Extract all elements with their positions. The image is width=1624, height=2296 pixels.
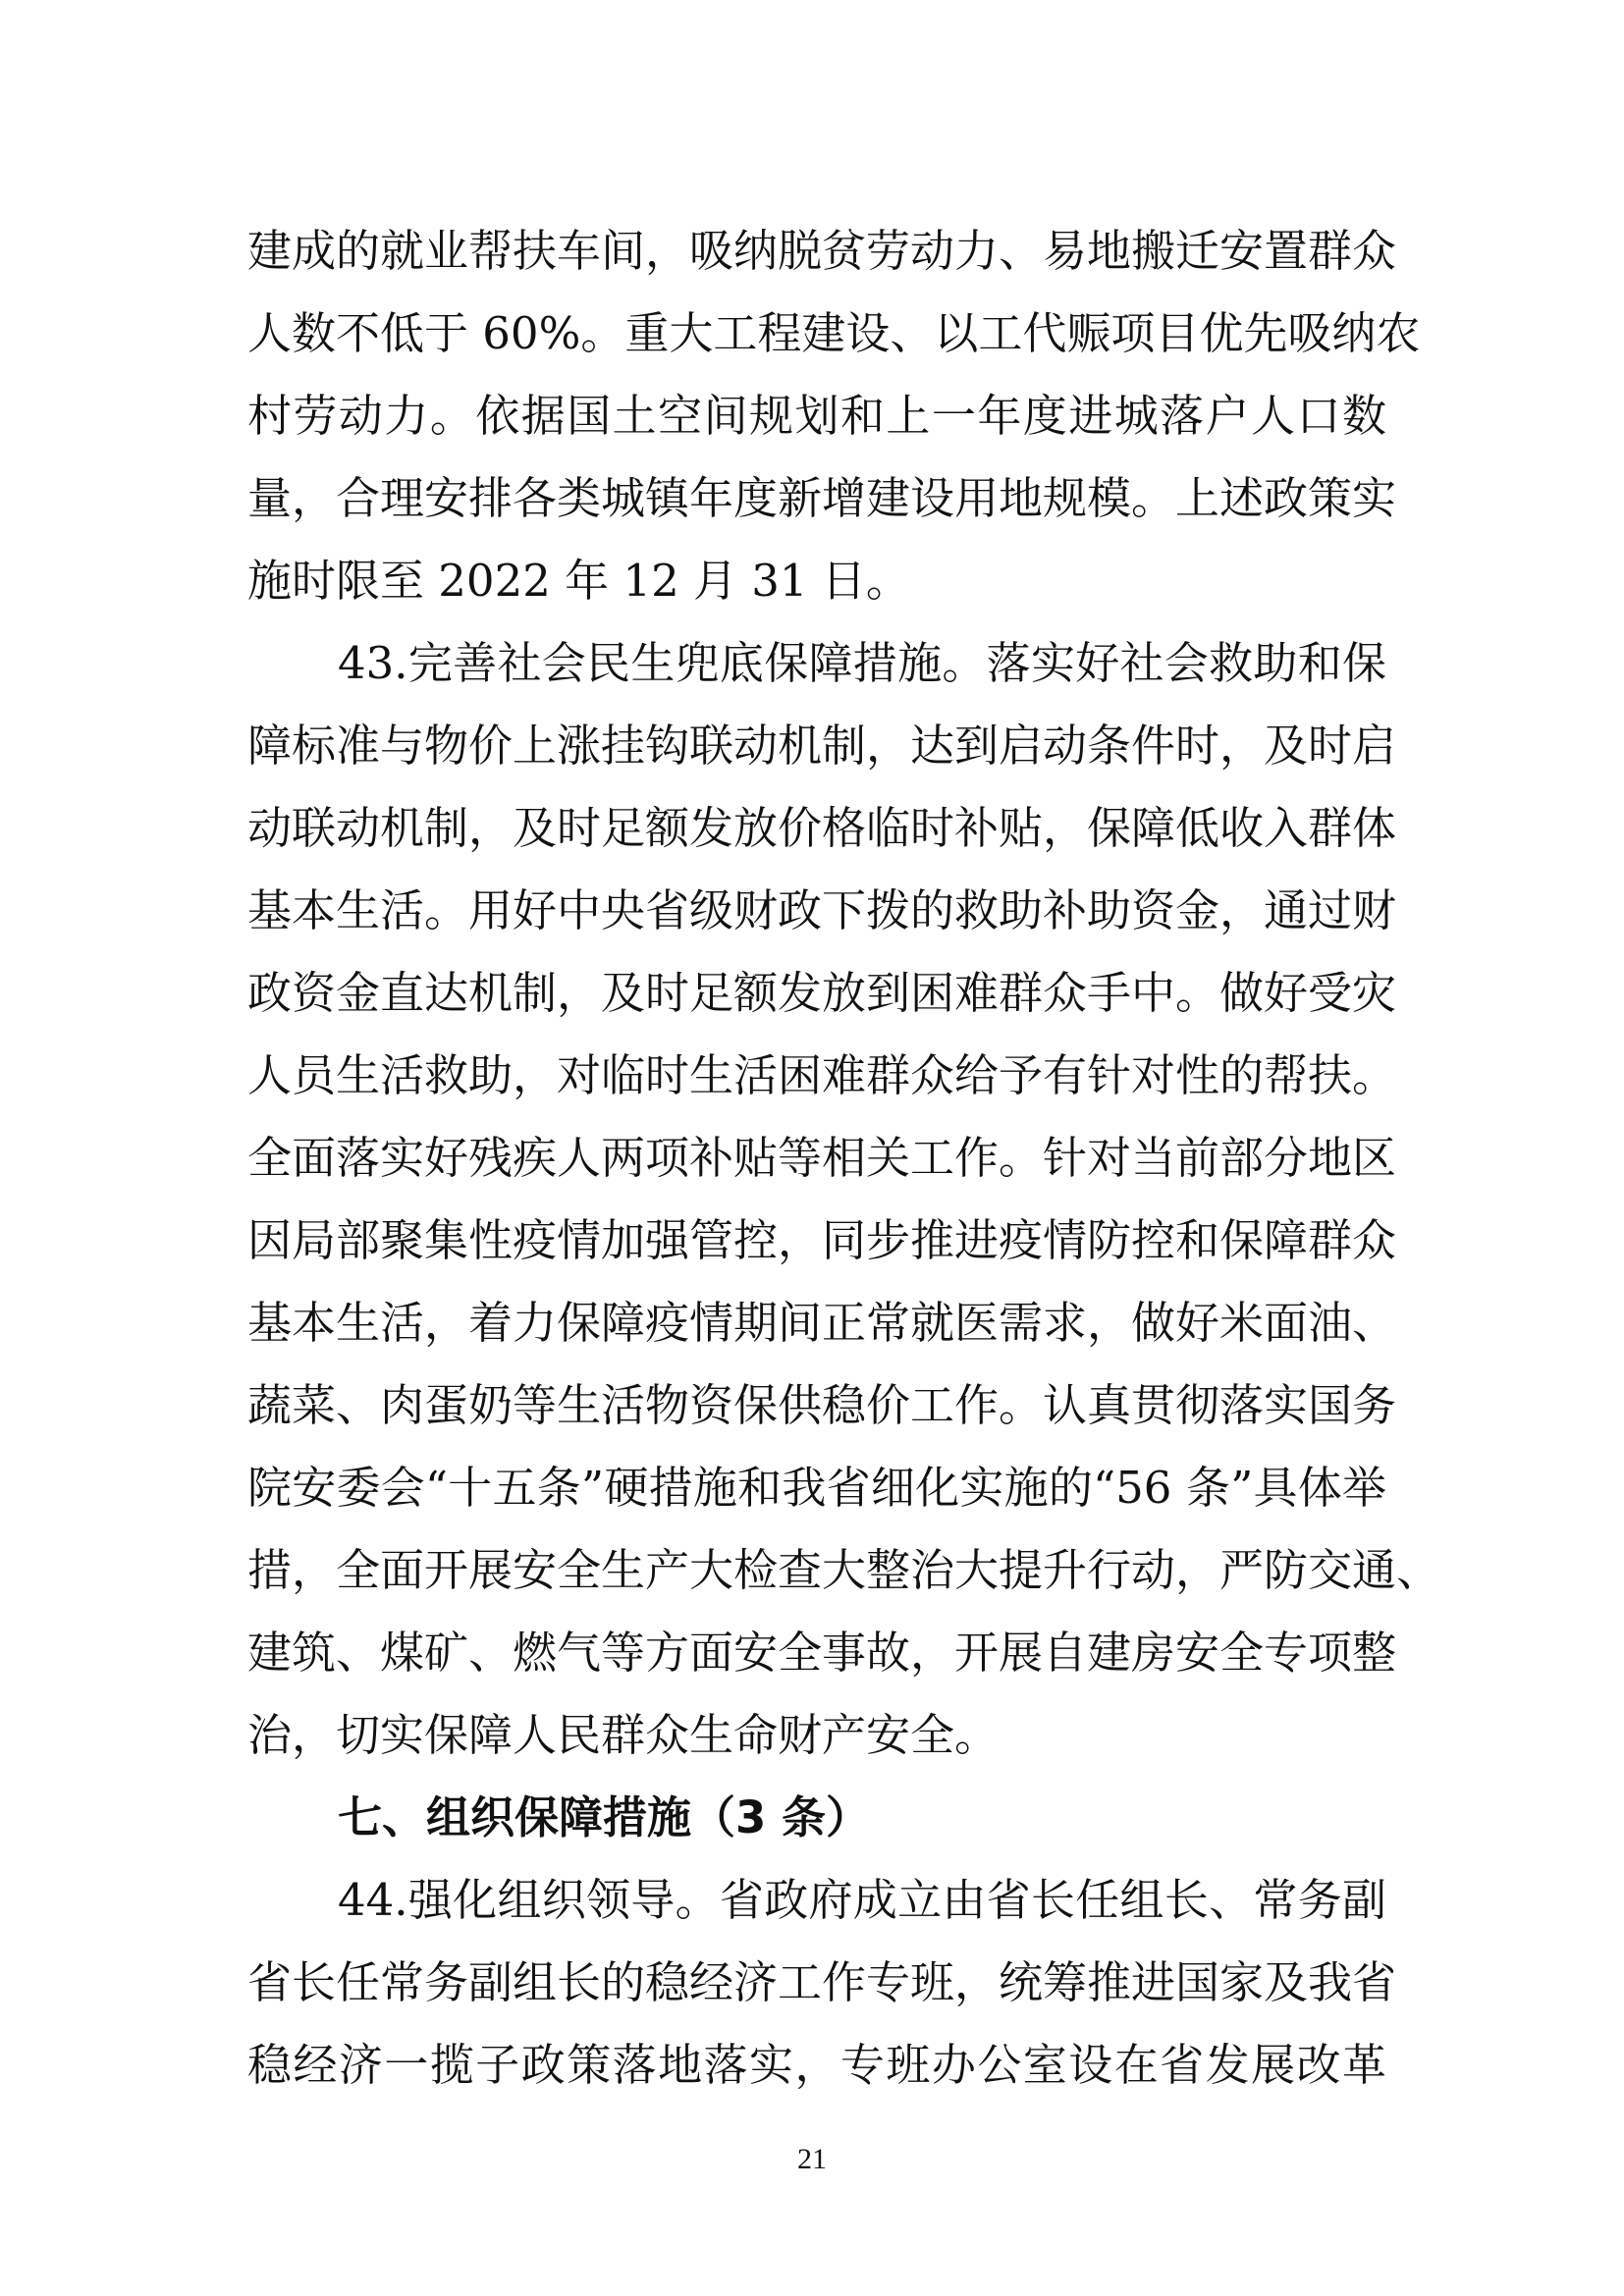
text-line: 人数不低于 60%。重大工程建设、以工代赈项目优先吸纳农 <box>247 307 1421 359</box>
text-line: 人员生活救助，对临时生活困难群众给予有针对性的帮扶。 <box>247 1049 1397 1101</box>
text-line: 蔬菜、肉蛋奶等生活物资保供稳价工作。认真贯彻落实国务 <box>247 1379 1397 1431</box>
text-line: 因局部聚集性疫情加强管控，同步推进疫情防控和保障群众 <box>247 1214 1397 1266</box>
text-line: 政资金直达机制，及时足额发放到困难群众手中。做好受灾 <box>247 967 1397 1019</box>
text-line: 施时限至 2022 年 12 月 31 日。 <box>247 555 910 607</box>
section-heading: 七、组织保障措施（3 条） <box>338 1791 870 1843</box>
text-line: 村劳动力。依据国土空间规划和上一年度进城落户人口数 <box>247 390 1386 442</box>
text-line: 措，全面开展安全生产大检查大整治大提升行动，严防交通、 <box>247 1544 1441 1596</box>
text-line: 治，切实保障人民群众生命财产安全。 <box>247 1709 1000 1761</box>
text-line: 量，合理安排各类城镇年度新增建设用地规模。上述政策实 <box>247 472 1397 524</box>
text-line: 省长任常务副组长的稳经济工作专班，统筹推进国家及我省 <box>247 1956 1397 2008</box>
text-line: 动联动机制，及时足额发放价格临时补贴，保障低收入群体 <box>247 802 1397 854</box>
text-line: 院安委会“十五条”硬措施和我省细化实施的“56 条”具体举 <box>247 1462 1386 1514</box>
text-line: 障标准与物价上涨挂钩联动机制，达到启动条件时，及时启 <box>247 720 1397 772</box>
text-line: 建成的就业帮扶车间，吸纳脱贫劳动力、易地搬迁安置群众 <box>247 225 1397 277</box>
text-line: 基本生活，着力保障疫情期间正常就医需求，做好米面油、 <box>247 1297 1397 1349</box>
text-line: 44.强化组织领导。省政府成立由省长任组长、常务副 <box>338 1874 1386 1926</box>
text-line: 基本生活。用好中央省级财政下拨的救助补助资金，通过财 <box>247 884 1397 936</box>
text-line: 建筑、煤矿、燃气等方面安全事故，开展自建房安全专项整 <box>247 1627 1397 1679</box>
text-line: 稳经济一揽子政策落地落实，专班办公室设在省发展改革 <box>247 2039 1386 2091</box>
text-line: 全面落实好残疾人两项补贴等相关工作。针对当前部分地区 <box>247 1132 1397 1184</box>
page-number: 21 <box>797 2143 827 2175</box>
text-line: 43.完善社会民生兜底保障措施。落实好社会救助和保 <box>338 637 1386 689</box>
